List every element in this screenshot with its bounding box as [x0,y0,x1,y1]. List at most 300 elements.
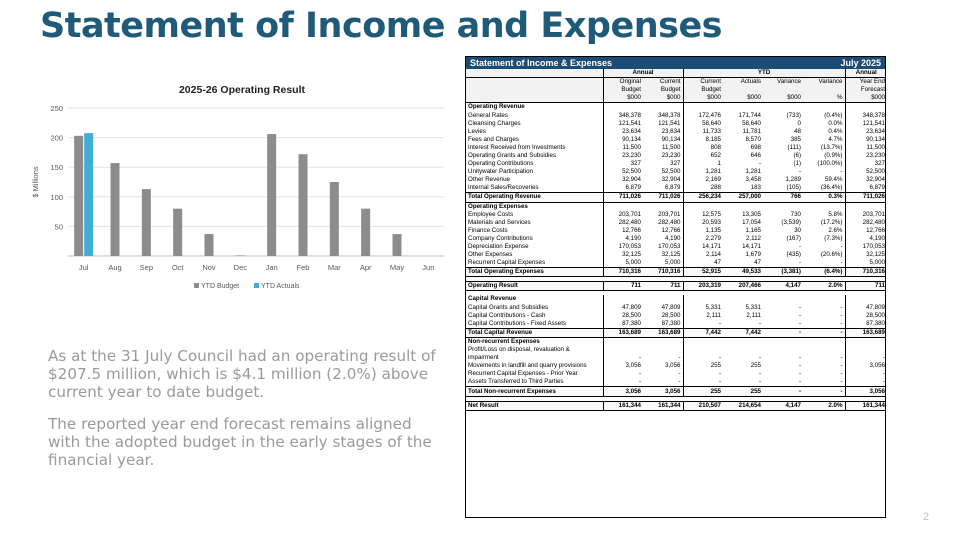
row-value: - [678,354,681,362]
row-value-empty [845,103,886,112]
bar-ytd-budget [205,234,214,256]
row-value: 385 [790,135,801,143]
row-value-empty [643,295,683,303]
table-row [466,235,886,243]
row-value: - [798,311,801,319]
row-label: Total Non-recurrent Expenses [466,387,603,396]
group-header-annual: Annual [603,69,683,78]
row-label: Levies [468,127,486,135]
row-value: 255 [683,362,723,370]
total-row [466,268,886,277]
y-tick-label: 200 [50,133,63,143]
row-value: 1,165 [723,227,763,235]
row-value: 282,480 [845,219,886,227]
row-value-empty [845,202,886,211]
row-value: - [603,370,643,378]
row-value: (435) [786,251,801,259]
row-value: - [798,303,801,311]
row-value: (1) [793,160,801,168]
row-value: 1,679 [723,251,763,259]
row-value-empty [763,103,803,112]
row-label: Other Revenue [468,176,510,184]
row-value: 28,500 [603,312,643,320]
row-value: 348,378 [658,111,681,119]
row-value: 6,879 [603,184,643,193]
x-tick-label: Nov [202,263,216,272]
x-tick-label: Sep [139,263,154,272]
row-value: 3,056 [603,387,643,396]
row-value: 4,147 [763,282,803,291]
row-value: 0.3% [803,193,845,202]
column-header: Budget [683,86,723,94]
row-label: Unitywater Participation [468,168,533,176]
row-value: - [845,354,886,362]
table-row [466,168,886,176]
row-value-empty [763,337,803,346]
row-value: 170,053 [603,243,643,251]
row-value: - [723,320,763,329]
column-header: Forecast [845,86,886,94]
header-spacer [466,69,603,78]
row-value: 8,185 [683,136,723,144]
row-value [723,346,763,354]
row-value: - [798,259,801,267]
table-row [466,259,886,268]
row-value: 17,054 [723,219,763,227]
row-value: 4,190 [665,234,681,242]
row-value: 282,480 [603,219,643,227]
row-value: 327 [845,160,886,168]
row-value: 652 [683,152,723,160]
row-label: Operating Revenue [468,103,525,111]
row-value: - [683,320,723,329]
table-row [466,304,886,312]
row-value: - [763,328,803,337]
row-value-empty [683,337,723,346]
row-value: 711,026 [845,193,886,202]
row-value: 203,701 [603,211,643,219]
row-label: Recurrent Capital Expenses - Prior Year [468,370,578,378]
row-value: - [678,370,681,378]
column-header: $000 [845,94,886,103]
group-header-annual-forecast: Annual [845,69,886,78]
column-header: $000 [763,94,803,103]
row-label: Cleansing Charges [468,119,521,127]
table-period: July 2025 [840,58,881,68]
row-value: 2,169 [683,176,723,184]
row-value: - [803,387,845,396]
row-value: 161,344 [603,401,643,410]
table-row [466,144,886,152]
row-value: 13,305 [723,211,763,219]
row-value: 47,809 [661,303,681,311]
x-tick-label: Oct [171,263,184,272]
table-row [466,120,886,128]
row-value: (20.6%) [820,251,843,259]
row-value: 7,442 [683,328,723,337]
y-tick-label: 250 [50,104,63,113]
row-value-empty [803,202,845,211]
table-row [466,176,886,184]
section-header-row [466,337,886,346]
row-value: 170,053 [845,243,886,251]
row-value: (733) [786,111,801,119]
row-value: (105) [786,184,801,192]
chart-svg [28,78,456,300]
row-value: 2.0% [803,401,845,410]
row-value: 12,766 [603,227,643,235]
row-value: 8,570 [723,136,763,144]
row-value: 3,056 [665,362,681,370]
x-tick-label: Jan [265,263,278,272]
row-value: 170,053 [658,243,681,251]
row-value: - [840,303,843,311]
row-value: - [798,370,801,378]
row-value: (111) [787,143,801,151]
row-label: Operating Result [466,282,603,291]
row-value: 3,056 [845,362,886,370]
bar-ytd-budget [299,154,308,256]
row-value: 203,319 [683,282,723,291]
row-label: Capital Grants and Subsidies [468,303,549,311]
row-value: 90,134 [661,135,681,143]
row-value: 28,500 [661,311,681,319]
row-value: 12,575 [683,211,723,219]
row-value: - [798,243,801,251]
row-value-empty [803,295,845,303]
row-value: 23,230 [845,152,886,160]
x-tick-label: Jul [78,263,89,272]
row-value: 171,744 [723,111,763,119]
row-label: Total Capital Revenue [466,328,603,337]
table-row [466,111,886,119]
row-value: 11,781 [723,128,763,136]
row-value: - [798,354,801,362]
row-label: Employee Costs [468,210,514,218]
row-label: Company Contributions [468,234,533,242]
bar-ytd-budget [330,182,339,256]
row-value: 121,541 [603,120,643,128]
row-value: 711 [603,282,643,291]
row-value: - [798,168,801,176]
row-value: 6,879 [845,184,886,193]
row-value: 4,190 [845,235,886,243]
row-value: 710,316 [845,268,886,277]
bar-ytd-budget [267,134,276,256]
bar-ytd-budget [393,234,402,256]
row-value-empty [723,103,763,112]
row-value: (100.0%) [817,160,843,168]
row-value: 5,331 [683,304,723,312]
row-value: 327 [670,160,681,168]
row-value: (13.7%) [820,143,843,151]
row-value: - [683,378,723,387]
income-statement-table [465,56,886,518]
row-value: - [840,354,843,362]
table-row [466,160,886,168]
table-title-bar [466,57,885,69]
row-value: 710,316 [643,268,683,277]
bar-ytd-budget [74,136,83,256]
row-value: - [840,243,843,251]
row-value: 11,500 [845,144,886,152]
row-value: 207,466 [723,282,763,291]
row-value: - [840,259,843,267]
row-value: 5,000 [603,259,643,268]
column-header [803,86,845,94]
row-value: 7,442 [723,328,763,337]
row-label: Profit/Loss on disposal, revaluation & [468,346,570,354]
group-header-row [466,69,886,78]
row-value: 348,378 [603,111,643,119]
row-value: - [803,328,845,337]
row-value: 32,125 [845,251,886,259]
row-value: 0.4% [828,127,843,135]
row-value: - [763,387,803,396]
row-value: 1,281 [723,168,763,176]
y-axis-label: $ Millions [31,166,40,198]
bar-ytd-budget [236,255,245,256]
row-value: 214,654 [723,401,763,410]
row-value: 4,147 [763,401,803,410]
row-value: 14,171 [683,243,723,251]
row-label: impairment [468,354,499,362]
row-value: 2,111 [683,312,723,320]
row-value: 256,234 [683,193,723,202]
row-value: - [603,354,643,362]
row-value [603,346,643,354]
column-header: Original [603,78,643,87]
row-value [803,346,845,354]
row-value: 730 [790,210,801,218]
row-value: 1,281 [683,168,723,176]
row-value-empty [643,103,683,112]
row-value: 5,331 [723,304,763,312]
row-value: (0.9%) [824,151,843,159]
row-value: - [845,378,886,387]
row-value-empty [603,337,643,346]
row-value: - [798,362,801,370]
table-row [466,354,886,362]
row-label: Total Operating Revenue [466,193,603,202]
row-value-empty [643,202,683,211]
row-value: 0.0% [828,119,843,127]
row-value: 52,915 [683,268,723,277]
legend-swatch [194,283,199,288]
row-value-empty [683,103,723,112]
row-value: (7.3%) [824,234,843,242]
row-label: Fees and Charges [468,135,519,143]
row-value: - [840,311,843,319]
row-value: 121,541 [658,119,681,127]
row-value: 161,344 [845,401,886,410]
row-value: 710,316 [603,268,643,277]
row-label: Movements in landfill and quarry provisions [468,362,587,370]
column-header: Current [643,78,683,87]
column-header: Budget [643,86,683,94]
row-value: 288 [683,184,723,193]
x-tick-label: Feb [296,263,310,272]
row-value: 32,904 [845,176,886,184]
row-value-empty [683,295,723,303]
row-value: 90,134 [603,136,643,144]
row-value: (3,539) [781,218,801,226]
row-value: - [840,168,843,176]
row-value: 11,733 [683,128,723,136]
row-value: (6) [793,151,801,159]
column-header: Current [683,78,723,87]
row-value: 32,904 [603,176,643,184]
x-tick-label: Apr [359,263,372,272]
row-value: 52,500 [845,168,886,176]
column-header: Variance [763,78,803,87]
group-header-ytd: YTD [683,69,845,78]
row-value: 23,634 [661,127,681,135]
row-value: 28,500 [845,312,886,320]
bar-ytd-budget [173,209,182,256]
row-label: Operating Expenses [468,202,528,210]
row-value-empty [603,103,643,112]
column-header: $000 [683,94,723,103]
row-value: - [798,319,801,327]
row-value: 163,689 [845,328,886,337]
column-header: Variance [803,78,845,87]
header-spacer [466,86,603,94]
row-value: 47,809 [603,304,643,312]
row-value: 766 [763,193,803,202]
row-value-empty [763,295,803,303]
row-value [763,346,803,354]
row-label: Non-recurrent Expenses [468,337,540,345]
row-value: 1 [683,160,723,168]
row-value-empty [845,337,886,346]
row-label: Operating Contributions [468,160,534,168]
y-tick-label: 100 [50,192,63,202]
column-header [763,86,803,94]
row-value: 90,134 [845,136,886,144]
x-tick-label: Mar [327,263,341,272]
row-value: - [678,378,681,386]
row-value: (3,381) [763,268,803,277]
row-value: 87,380 [661,319,681,327]
total-row [466,387,886,396]
row-value: 2,279 [683,235,723,243]
table-row [466,251,886,259]
row-label: Recurrent Capital Expenses [468,259,546,267]
bar-ytd-budget [361,209,370,256]
row-value: 3,056 [603,362,643,370]
row-value: - [723,354,763,362]
row-value [643,346,683,354]
row-value: 23,230 [661,151,681,159]
row-value [683,346,723,354]
row-label: General Rates [468,111,508,119]
column-header: $000 [603,94,643,103]
row-value: 711,026 [643,193,683,202]
row-value: 646 [723,152,763,160]
row-value: 87,380 [845,320,886,329]
row-value: 183 [723,184,763,193]
total-row [466,401,886,410]
section-header-row [466,202,886,211]
row-value: - [603,378,643,387]
row-value: 711,026 [603,193,643,202]
row-value: (0.4%) [824,111,843,119]
row-value: 255 [683,387,723,396]
financial-table [466,69,886,411]
row-label: Capital Contributions - Fixed Assets [468,319,567,327]
row-value: 161,344 [643,401,683,410]
row-value: (36.4%) [820,184,843,192]
section-header-row [466,103,886,112]
x-tick-label: Dec [233,263,248,272]
slide-title: Statement of Income and Expenses [40,6,723,46]
total-row [466,282,886,291]
row-value-empty [845,295,886,303]
row-value: - [840,319,843,327]
row-value: 52,500 [661,168,681,176]
y-tick-label: 150 [50,163,63,173]
row-value: 6,879 [665,184,681,192]
row-value: 11,500 [603,144,643,152]
row-value: 2.0% [803,282,845,291]
row-value: 2.6% [828,226,843,234]
row-value: 30 [794,226,801,234]
table-row [466,211,886,219]
row-value: - [723,370,763,378]
table-title: Statement of Income & Expenses [470,58,613,68]
row-value: - [840,370,843,378]
bar-ytd-actuals [84,133,93,256]
row-value: 348,378 [845,111,886,119]
row-value: 23,230 [603,152,643,160]
row-value: 3,056 [845,387,886,396]
page-number: 2 [922,511,929,523]
bar-ytd-budget [142,189,151,256]
row-label: Capital Revenue [468,295,517,303]
row-value: 163,689 [603,328,643,337]
chart-title: 2025-26 Operating Result [178,84,306,96]
row-value: 327 [603,160,643,168]
x-tick-label: May [389,263,405,272]
row-value: 59.4% [824,176,843,184]
row-value: 808 [683,144,723,152]
row-value: 2,111 [723,312,763,320]
row-label: Interest Received from Investments [468,143,566,151]
row-value: 0 [797,119,801,127]
y-tick-label: 50 [54,222,63,232]
table-row [466,136,886,144]
row-label: Finance Costs [468,226,508,234]
row-value: 49,533 [723,268,763,277]
row-value: 1,289 [785,176,801,184]
row-value: 12,766 [661,226,681,234]
row-value: 5.8% [828,210,843,218]
table-row [466,243,886,251]
row-value: - [840,362,843,370]
row-value-empty [723,295,763,303]
table-row [466,362,886,370]
row-value: - [840,378,843,386]
row-label: Depreciation Expense [468,243,529,251]
column-header: Year End [845,78,886,87]
row-value: 5,000 [665,259,681,267]
table-row [466,128,886,136]
row-value: 711 [845,282,886,291]
row-value: 20,593 [683,219,723,227]
row-value: 47 [723,259,763,268]
commentary-paragraph-2: The reported year end forecast remains aligned with the adopted budget in the early stages of the financial year. [48,415,432,469]
